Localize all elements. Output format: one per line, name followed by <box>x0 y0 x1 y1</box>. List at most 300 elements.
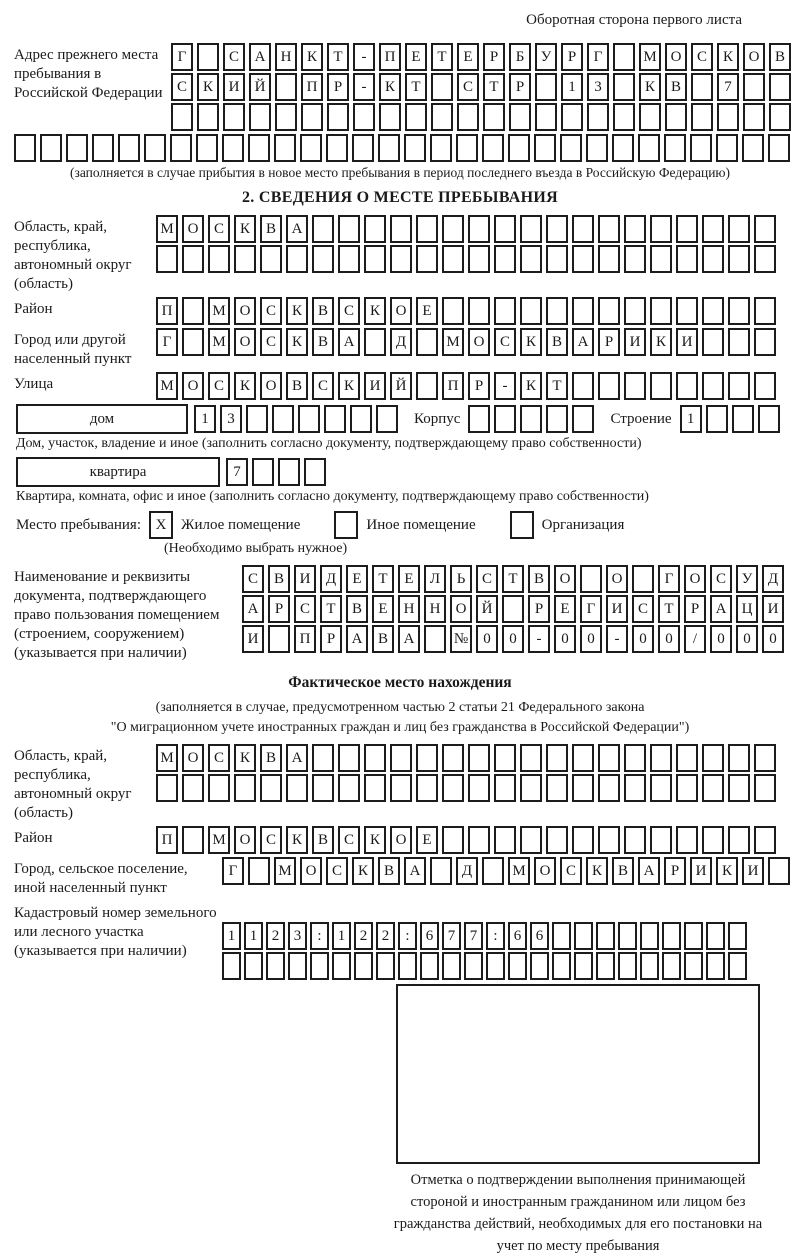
char-cell <box>246 405 268 433</box>
char-cell: Г <box>580 595 602 623</box>
char-cell <box>706 922 725 950</box>
char-cell <box>301 103 323 131</box>
char-cell: П <box>442 372 464 400</box>
char-cell: 0 <box>476 625 498 653</box>
char-cell: Т <box>320 595 342 623</box>
char-cell <box>310 952 329 980</box>
char-cell: Е <box>372 595 394 623</box>
char-cell: 1 <box>332 922 351 950</box>
char-cell <box>352 134 374 162</box>
char-cell <box>572 405 594 433</box>
char-row-ulitsa <box>156 372 776 400</box>
char-cell <box>534 134 556 162</box>
char-cell <box>66 134 88 162</box>
char-cell: О <box>468 328 490 356</box>
char-row-prev-1 <box>171 43 791 71</box>
char-cell: Р <box>468 372 490 400</box>
confirmation-stamp-box <box>396 984 760 1164</box>
char-cell <box>416 245 438 273</box>
organization-checkbox[interactable] <box>510 511 534 539</box>
char-cell <box>650 826 672 854</box>
char-cell: И <box>364 372 386 400</box>
char-cell: Г <box>171 43 193 71</box>
char-cell: Д <box>320 565 342 593</box>
char-row-actual-gorod <box>222 857 790 885</box>
char-cell <box>430 134 452 162</box>
char-cell <box>252 458 274 486</box>
char-row-actual-oblast-2 <box>156 774 776 802</box>
char-cell <box>706 405 728 433</box>
char-cell <box>732 405 754 433</box>
char-cell: С <box>171 73 193 101</box>
char-cell: А <box>638 857 660 885</box>
char-cell <box>639 103 661 131</box>
char-cell: О <box>234 328 256 356</box>
actual-oblast-label: Область, край, республика, автономный округ (область) <box>14 748 132 822</box>
char-cell: В <box>260 744 282 772</box>
char-cell <box>728 922 747 950</box>
char-cell <box>520 245 542 273</box>
char-cell <box>676 372 698 400</box>
char-cell <box>754 744 776 772</box>
char-cell <box>574 952 593 980</box>
char-cell: К <box>301 43 323 71</box>
char-cell: 7 <box>226 458 248 486</box>
field-ulitsa <box>14 372 786 400</box>
char-cell <box>332 952 351 980</box>
char-cell <box>482 134 504 162</box>
char-cell: А <box>242 595 264 623</box>
residential-checkbox[interactable]: X <box>149 511 173 539</box>
char-cell <box>468 826 490 854</box>
char-cell: И <box>223 73 245 101</box>
char-cell: Р <box>528 595 550 623</box>
char-cell: Р <box>320 625 342 653</box>
char-cell: С <box>242 565 264 593</box>
char-cell <box>222 134 244 162</box>
char-cell <box>442 245 464 273</box>
char-cell <box>300 134 322 162</box>
char-cell: Е <box>346 565 368 593</box>
char-cell <box>702 744 724 772</box>
char-cell: В <box>312 826 334 854</box>
char-cell: О <box>182 744 204 772</box>
char-cell <box>561 103 583 131</box>
char-cell: 3 <box>288 922 307 950</box>
char-cell: А <box>572 328 594 356</box>
char-cell: С <box>260 328 282 356</box>
char-cell <box>684 952 703 980</box>
char-cell: В <box>346 595 368 623</box>
char-cell: С <box>494 328 516 356</box>
char-cell <box>156 245 178 273</box>
char-cell: В <box>372 625 394 653</box>
char-row-dom-number <box>194 405 398 433</box>
char-cell <box>248 134 270 162</box>
char-cell <box>312 245 334 273</box>
char-cell <box>662 922 681 950</box>
char-cell: С <box>260 297 282 325</box>
char-cell: В <box>528 565 550 593</box>
char-cell <box>223 103 245 131</box>
char-cell: Й <box>390 372 412 400</box>
char-cell <box>612 134 634 162</box>
actual-location-caption <box>14 698 786 739</box>
char-cell <box>486 952 505 980</box>
char-cell: О <box>182 372 204 400</box>
char-cell <box>266 952 285 980</box>
char-cell: В <box>665 73 687 101</box>
gorod-label: Город или другой населенный пункт <box>14 332 132 368</box>
char-cell <box>520 405 542 433</box>
char-cell: 7 <box>717 73 739 101</box>
char-cell: 6 <box>508 922 527 950</box>
char-cell <box>572 215 594 243</box>
char-cell <box>728 826 750 854</box>
char-cell <box>324 405 346 433</box>
char-cell <box>728 215 750 243</box>
char-cell: О <box>743 43 765 71</box>
char-cell <box>530 952 549 980</box>
char-cell <box>14 134 36 162</box>
char-cell <box>326 134 348 162</box>
char-cell: И <box>294 565 316 593</box>
char-cell <box>650 245 672 273</box>
char-cell: И <box>762 595 784 623</box>
char-cell: Р <box>483 43 505 71</box>
char-cell <box>312 215 334 243</box>
char-cell: Т <box>546 372 568 400</box>
char-cell: М <box>442 328 464 356</box>
char-cell <box>706 952 725 980</box>
char-cell <box>702 826 724 854</box>
char-cell: О <box>450 595 472 623</box>
char-cell: 1 <box>222 922 241 950</box>
char-cell <box>769 103 791 131</box>
char-cell <box>376 405 398 433</box>
char-cell <box>468 245 490 273</box>
prev-address-caption: (заполняется в случае прибытия в новое место пребывания в период последнего въезда в Российскую Федерацию) <box>69 165 731 180</box>
char-cell: О <box>665 43 687 71</box>
char-cell <box>624 215 646 243</box>
char-cell <box>494 297 516 325</box>
char-cell <box>416 774 438 802</box>
char-cell: - <box>353 73 375 101</box>
char-cell <box>691 73 713 101</box>
char-cell <box>769 73 791 101</box>
char-cell <box>598 245 620 273</box>
char-cell <box>182 297 204 325</box>
char-cell <box>430 857 452 885</box>
char-cell <box>468 297 490 325</box>
char-cell: 2 <box>266 922 285 950</box>
char-cell: С <box>338 297 360 325</box>
char-cell: Е <box>405 43 427 71</box>
char-row-raion <box>156 297 776 325</box>
field-document <box>14 565 786 663</box>
char-cell: - <box>606 625 628 653</box>
document-label: Наименование и реквизиты документа, подтверждающего право пользования помещением (строением, сооружением) (указывается при наличии) <box>14 569 220 662</box>
char-cell <box>508 134 530 162</box>
char-cell <box>508 952 527 980</box>
char-cell <box>364 215 386 243</box>
char-cell: О <box>534 857 556 885</box>
char-cell <box>286 774 308 802</box>
char-cell <box>676 297 698 325</box>
char-cell: К <box>352 857 374 885</box>
char-cell <box>728 952 747 980</box>
char-cell: К <box>338 372 360 400</box>
char-cell <box>613 73 635 101</box>
char-cell <box>650 774 672 802</box>
char-cell <box>442 774 464 802</box>
field-actual-gorod <box>14 857 786 898</box>
char-cell: Е <box>416 826 438 854</box>
char-cell: К <box>286 297 308 325</box>
char-cell <box>650 297 672 325</box>
char-cell <box>702 774 724 802</box>
char-cell <box>275 73 297 101</box>
char-cell: С <box>691 43 713 71</box>
char-cell: С <box>223 43 245 71</box>
char-cell <box>560 134 582 162</box>
char-cell: Н <box>398 595 420 623</box>
char-cell: А <box>346 625 368 653</box>
char-cell <box>442 952 461 980</box>
char-cell <box>676 245 698 273</box>
char-cell <box>416 372 438 400</box>
char-cell <box>338 245 360 273</box>
char-cell: 1 <box>194 405 216 433</box>
char-cell <box>754 297 776 325</box>
char-cell: 0 <box>502 625 524 653</box>
char-cell: Д <box>762 565 784 593</box>
char-cell <box>624 826 646 854</box>
ulitsa-label: Улица <box>14 376 54 393</box>
char-cell <box>520 297 542 325</box>
char-cell <box>260 245 282 273</box>
char-cell: Р <box>327 73 349 101</box>
char-cell <box>572 297 594 325</box>
char-cell <box>118 134 140 162</box>
char-cell <box>743 73 765 101</box>
char-row-doc-2 <box>242 595 784 623</box>
char-cell: К <box>716 857 738 885</box>
char-cell <box>754 215 776 243</box>
char-cell: Г <box>156 328 178 356</box>
char-cell <box>650 372 672 400</box>
char-cell: Р <box>664 857 686 885</box>
char-cell: 1 <box>244 922 263 950</box>
char-cell: Р <box>684 595 706 623</box>
char-cell <box>457 103 479 131</box>
char-cell <box>742 134 764 162</box>
char-cell: Е <box>398 565 420 593</box>
char-cell <box>618 922 637 950</box>
char-cell: Б <box>509 43 531 71</box>
char-cell: 0 <box>762 625 784 653</box>
char-cell <box>144 134 166 162</box>
char-cell <box>598 297 620 325</box>
char-cell: Р <box>598 328 620 356</box>
char-cell: Т <box>372 565 394 593</box>
char-cell <box>404 134 426 162</box>
char-cell <box>170 134 192 162</box>
char-cell: А <box>338 328 360 356</box>
char-cell: М <box>639 43 661 71</box>
char-cell <box>638 134 660 162</box>
char-cell: О <box>390 297 412 325</box>
char-cell: 6 <box>420 922 439 950</box>
char-cell <box>494 245 516 273</box>
char-cell: К <box>197 73 219 101</box>
char-cell: К <box>286 826 308 854</box>
other-premises-label: Иное помещение <box>366 516 476 533</box>
char-cell: О <box>300 857 322 885</box>
char-cell <box>376 952 395 980</box>
char-cell: Т <box>327 43 349 71</box>
char-cell: Н <box>424 595 446 623</box>
char-cell: К <box>639 73 661 101</box>
char-cell <box>520 744 542 772</box>
char-cell: - <box>494 372 516 400</box>
actual-caption-line2: "О миграционном учете иностранных граждан и лиц без гражданства в Российской Федерации") <box>110 719 690 735</box>
char-cell: С <box>560 857 582 885</box>
char-cell <box>208 245 230 273</box>
char-cell <box>728 328 750 356</box>
char-row-kadastr-2 <box>222 952 747 980</box>
dom-caption: Дом, участок, владение и иное (заполнить согласно документу, подтверждающему право собственности) <box>16 436 642 452</box>
char-cell: Е <box>416 297 438 325</box>
char-cell <box>640 952 659 980</box>
char-cell <box>546 744 568 772</box>
char-cell <box>197 103 219 131</box>
char-cell: К <box>379 73 401 101</box>
char-cell <box>182 774 204 802</box>
char-cell <box>676 774 698 802</box>
char-cell <box>286 245 308 273</box>
dom-type-box: дом <box>16 404 188 434</box>
char-cell <box>464 952 483 980</box>
char-cell: И <box>742 857 764 885</box>
char-cell: О <box>234 297 256 325</box>
oblast-label: Область, край, республика, автономный округ (область) <box>14 219 132 293</box>
char-cell: У <box>535 43 557 71</box>
char-cell: Л <box>424 565 446 593</box>
char-cell <box>587 103 609 131</box>
field-actual-oblast <box>14 744 786 823</box>
field-prev-address <box>14 43 786 131</box>
char-cell <box>494 744 516 772</box>
char-cell: С <box>294 595 316 623</box>
char-cell <box>572 744 594 772</box>
char-cell <box>664 134 686 162</box>
char-cell: С <box>208 744 230 772</box>
char-cell <box>442 744 464 772</box>
char-cell: А <box>398 625 420 653</box>
char-cell <box>182 328 204 356</box>
char-cell: С <box>208 215 230 243</box>
char-cell <box>234 245 256 273</box>
char-cell: В <box>612 857 634 885</box>
char-cell <box>716 134 738 162</box>
char-cell <box>354 952 373 980</box>
char-cell: - <box>353 43 375 71</box>
char-cell: В <box>260 215 282 243</box>
char-cell <box>728 744 750 772</box>
char-cell <box>596 922 615 950</box>
char-cell <box>424 625 446 653</box>
char-cell: Й <box>249 73 271 101</box>
char-cell <box>676 215 698 243</box>
char-cell <box>298 405 320 433</box>
char-cell <box>260 774 282 802</box>
char-cell <box>249 103 271 131</box>
char-cell: В <box>546 328 568 356</box>
char-cell: К <box>234 215 256 243</box>
char-cell <box>364 744 386 772</box>
char-cell: К <box>586 857 608 885</box>
char-cell <box>702 372 724 400</box>
char-cell: Й <box>476 595 498 623</box>
char-cell: И <box>676 328 698 356</box>
raion-label: Район <box>14 301 53 318</box>
char-cell: К <box>234 372 256 400</box>
char-cell <box>665 103 687 131</box>
char-cell: Н <box>275 43 297 71</box>
char-cell <box>546 826 568 854</box>
char-cell: А <box>286 744 308 772</box>
char-cell <box>702 215 724 243</box>
char-cell <box>327 103 349 131</box>
char-cell <box>520 774 542 802</box>
char-cell <box>338 744 360 772</box>
char-cell <box>613 103 635 131</box>
char-cell <box>676 744 698 772</box>
char-cell <box>278 458 300 486</box>
stay-type-label: Место пребывания: <box>16 516 141 533</box>
char-cell: Е <box>554 595 576 623</box>
char-row-kadastr-1 <box>222 922 747 950</box>
char-cell: О <box>260 372 282 400</box>
char-cell <box>520 215 542 243</box>
char-cell <box>156 774 178 802</box>
char-cell: : <box>310 922 329 950</box>
char-cell: Т <box>405 73 427 101</box>
char-cell <box>758 405 780 433</box>
char-cell: С <box>260 826 282 854</box>
char-cell: С <box>476 565 498 593</box>
char-cell <box>431 73 453 101</box>
char-cell <box>338 215 360 243</box>
char-cell <box>442 215 464 243</box>
char-cell: Т <box>502 565 524 593</box>
char-cell <box>364 245 386 273</box>
char-cell <box>416 328 438 356</box>
char-cell: Т <box>658 595 680 623</box>
char-cell <box>572 826 594 854</box>
other-premises-checkbox[interactable] <box>334 511 358 539</box>
char-cell: : <box>486 922 505 950</box>
char-cell <box>546 774 568 802</box>
char-cell <box>312 744 334 772</box>
char-cell <box>274 134 296 162</box>
char-cell: М <box>208 826 230 854</box>
char-cell <box>754 826 776 854</box>
char-cell <box>586 134 608 162</box>
char-cell <box>483 103 505 131</box>
char-cell <box>574 922 593 950</box>
